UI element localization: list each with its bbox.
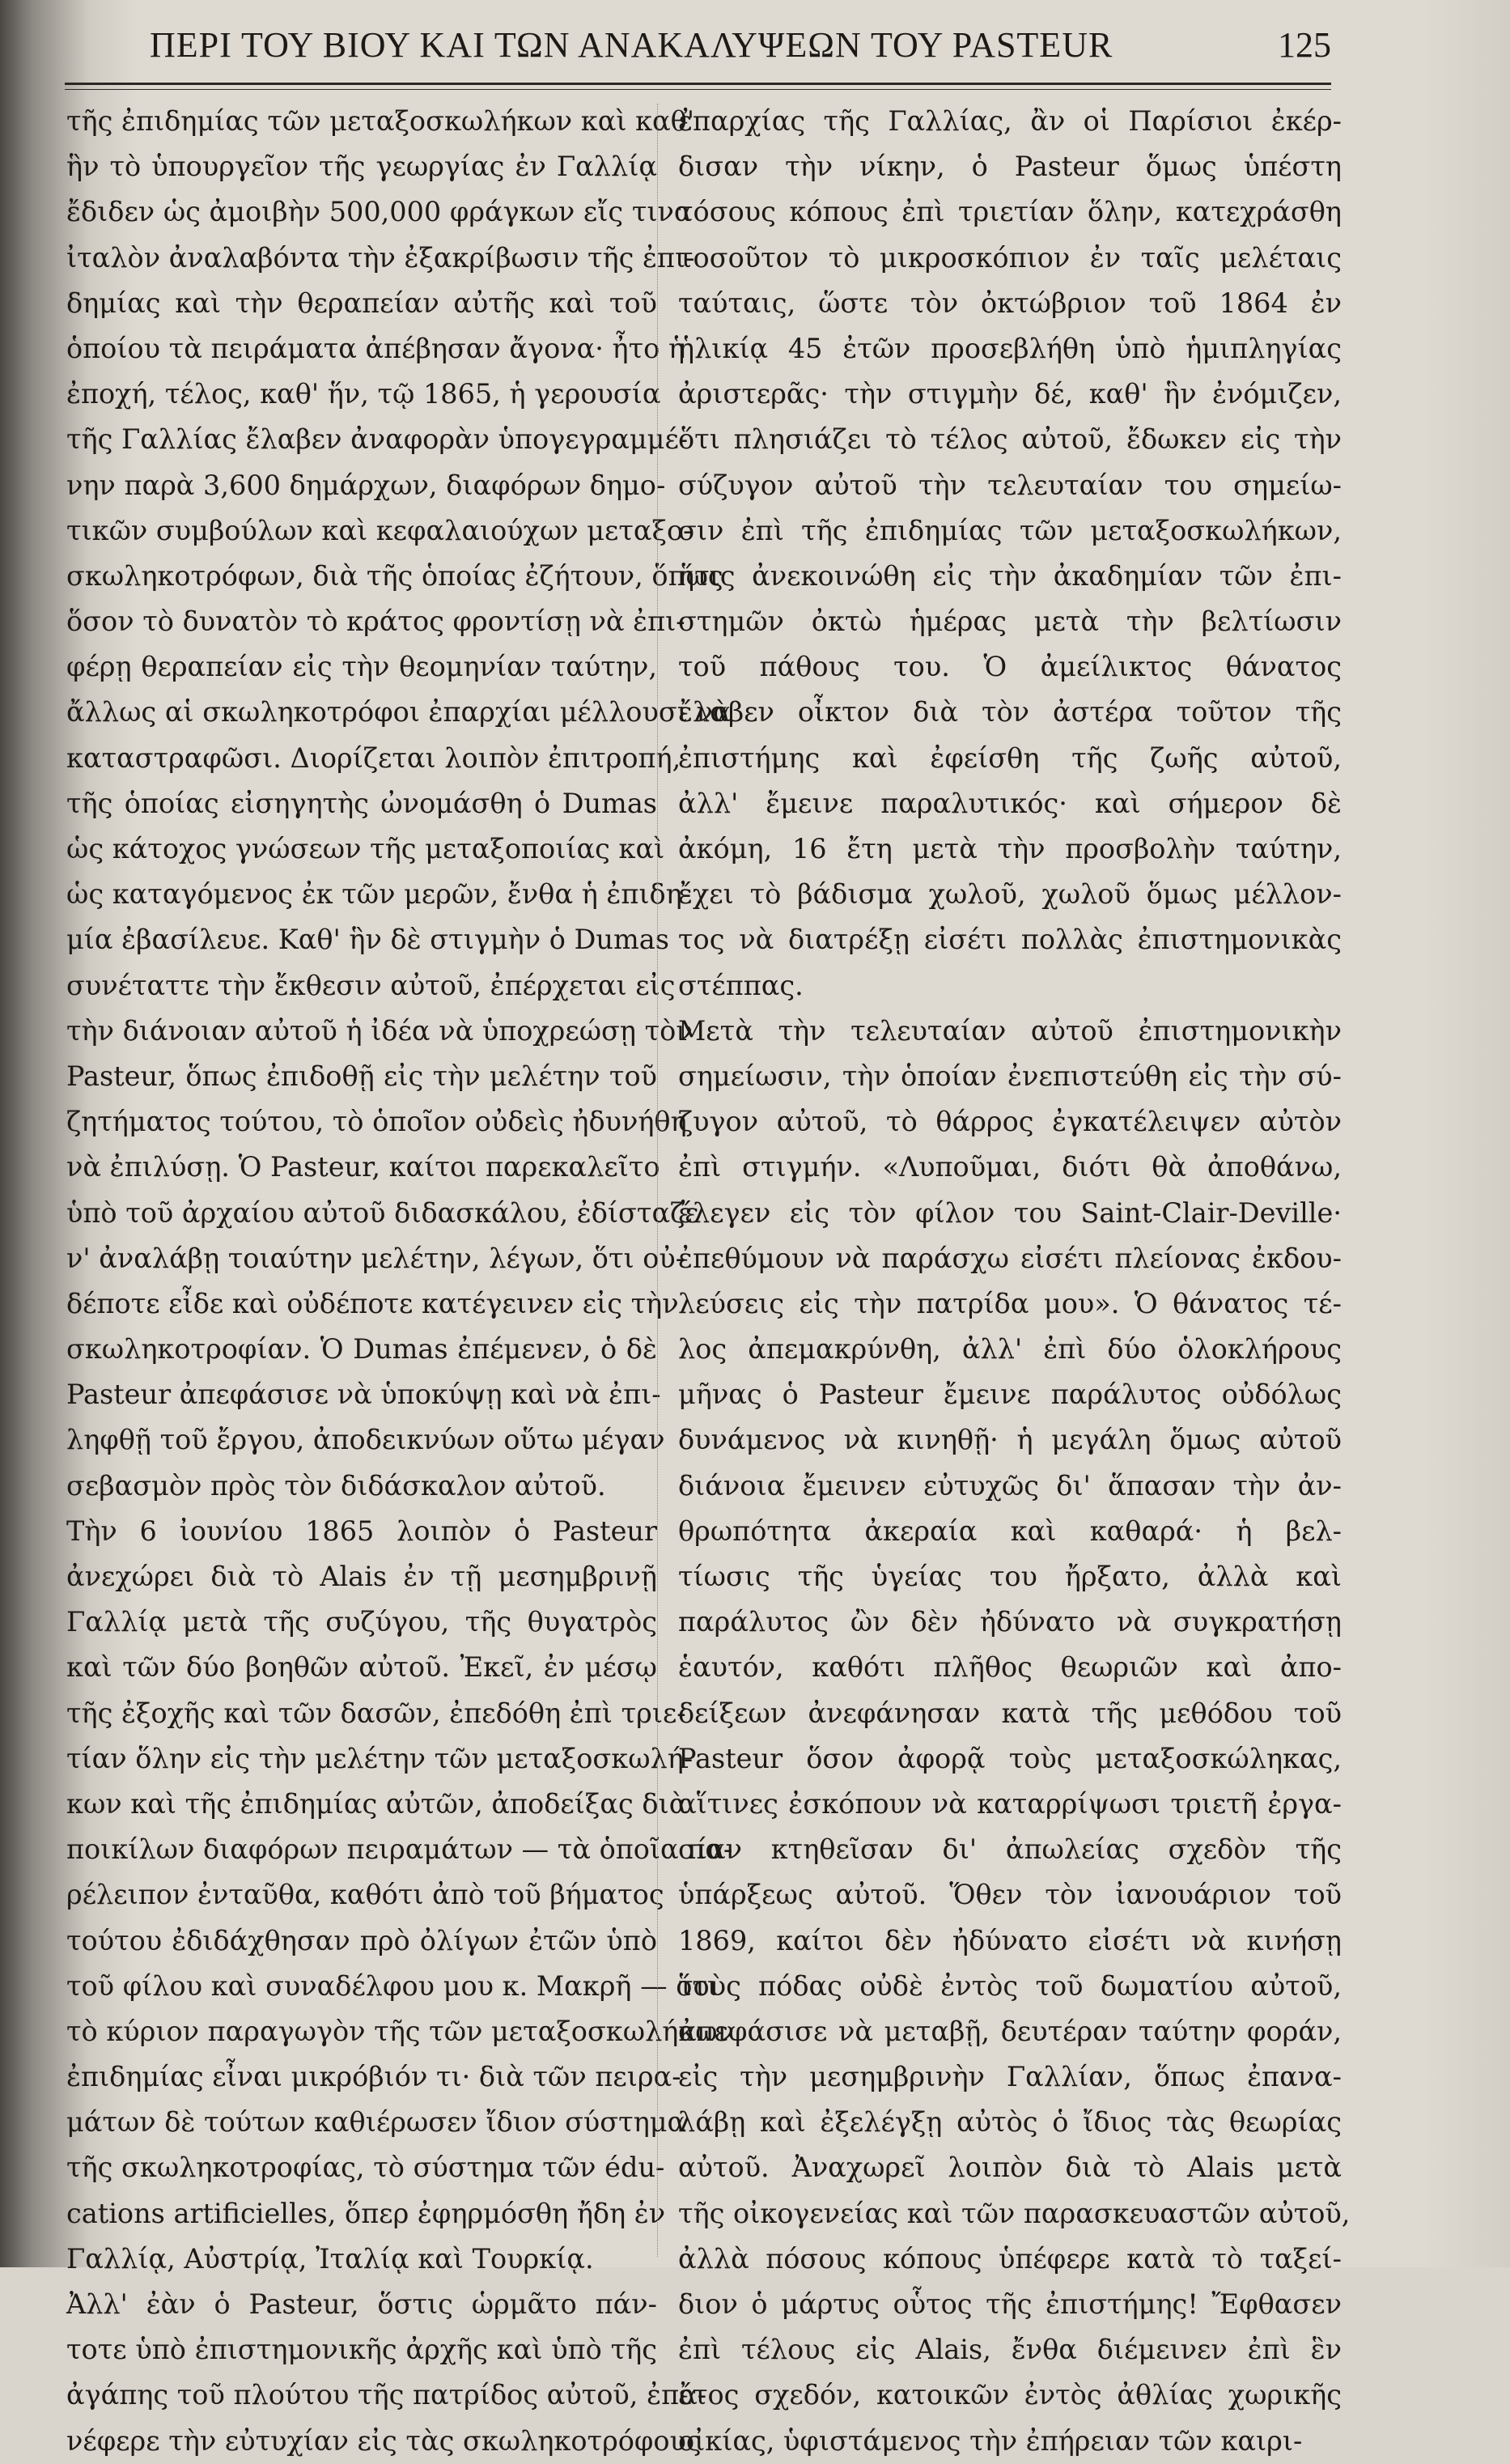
- text-line: σκωληκοτρόφων, διὰ τῆς ὁποίας ἐζήτουν, ὅπως: [66, 559, 723, 592]
- text-line: ὡς κάτοχος γνώσεων τῆς μεταξοποιίας καὶ: [66, 833, 665, 865]
- text-line: ἐποχή, τέλος, καθ' ἥν, τῷ 1865, ἡ γερουσία: [66, 378, 661, 410]
- text-line: τὸ κύριον παραγωγὸν τῆς τῶν μεταξοσκωλήκων: [66, 2015, 734, 2047]
- running-title: ΠΕΡΙ ΤΟΥ ΒΙΟΥ ΚΑΙ ΤΩΝ ΑΝΑΚΑΛΥΨΕΩΝ ΤΟΥ PASTEUR: [150, 25, 1113, 65]
- text-line: κων καὶ τῆς ἐπιδημίας αὐτῶν, ἀποδείξας διὰ: [66, 1787, 688, 1820]
- text-line: τοτε ὑπὸ ἐπιστημονικῆς ἀρχῆς καὶ ὑπὸ τῆς: [66, 2334, 657, 2366]
- text-line: Ἀλλ' ἐὰν ὁ Pasteur, ὅστις ὡρμᾶτο πάν-: [66, 2288, 657, 2320]
- text-line: ἣν τὸ ὑπουργεῖον τῆς γεωργίας ἐν Γαλλίᾳ: [66, 151, 657, 183]
- text-line: ἀλλ' ἔμεινε παραλυτικός· καὶ σήμερον δὲ: [678, 787, 1342, 819]
- text-line: νέφερε τὴν εὐτυχίαν εἰς τὰς σκωληκοτρόφους: [66, 2424, 702, 2457]
- text-line: εἰς τὴν μεσημβρινὴν Γαλλίαν, ὅπως ἐπανα-: [678, 2061, 1342, 2093]
- text-line: διάνοια ἔμεινεν εὐτυχῶς δι' ἅπασαν τὴν ἀν-: [678, 1469, 1342, 1502]
- text-line: μῆνας ὁ Pasteur ἔμεινε παράλυτος οὐδόλως: [678, 1379, 1342, 1411]
- text-line: ἄλλως αἱ σκωληκοτρόφοι ἐπαρχίαι μέλλουσι νὰ: [66, 696, 732, 729]
- text-line: ποικίλων διαφόρων πειραμάτων — τὰ ὁποῖα πα-: [66, 1833, 733, 1866]
- text-line: τῆς Γαλλίας ἔλαβεν ἀναφορὰν ὑπογεγραμμέ-: [66, 423, 689, 456]
- text-line: ν' ἀναλάβῃ τοιαύτην μελέτην, λέγων, ὅτι οὐ-: [66, 1242, 685, 1274]
- text-line: τος νὰ διατρέξῃ εἰσέτι πολλὰς ἐπιστημονικὰς: [678, 924, 1342, 956]
- text-line: στέππας.: [678, 969, 804, 1001]
- text-line: Pasteur ἀπεφάσισε νὰ ὑποκύψῃ καὶ νὰ ἐπι-: [66, 1379, 661, 1411]
- text-line: τοὺς πόδας οὐδὲ ἐντὸς τοῦ δωματίου αὐτοῦ,: [678, 1969, 1342, 2002]
- text-line: ἰταλὸν ἀναλαβόντα τὴν ἐξακρίβωσιν τῆς ἐπι-: [66, 241, 695, 274]
- text-line: τῆς σκωληκοτροφίας, τὸ σύστημα τῶν édu-: [66, 2152, 665, 2184]
- text-line: ἀριστερᾶς· τὴν στιγμὴν δέ, καθ' ἣν ἐνόμιζεν,: [678, 378, 1342, 410]
- text-line: αὐτοῦ. Ἀναχωρεῖ λοιπὸν διὰ τὸ Alais μετὰ: [678, 2152, 1342, 2184]
- text-line: σύζυγον αὐτοῦ τὴν τελευταίαν του σημείω-: [678, 469, 1342, 501]
- text-line: ἀγάπης τοῦ πλούτου τῆς πατρίδος αὐτοῦ, ἐπα-: [66, 2379, 707, 2411]
- text-line: νὰ ἐπιλύσῃ. Ὁ Pasteur, καίτοι παρεκαλεῖτο: [66, 1151, 660, 1183]
- text-line: ἐπὶ τέλους εἰς Alais, ἔνθα διέμεινεν ἐπὶ ἓν: [678, 2334, 1342, 2366]
- text-line: φέρῃ θεραπείαν εἰς τὴν θεομηνίαν ταύτην,: [66, 651, 657, 683]
- text-line: τοῦ φίλου καὶ συναδέλφου μου κ. Μακρῆ — ὅτι: [66, 1969, 719, 2002]
- text-line: ἔχει τὸ βάδισμα χωλοῦ, χωλοῦ ὅμως μέλλον-: [678, 878, 1342, 911]
- text-line: ἀνεχώρει διὰ τὸ Alais ἐν τῇ μεσημβρινῇ: [66, 1561, 657, 1592]
- text-line: ἡλικίᾳ 45 ἐτῶν προσεβλήθη ὑπὸ ἡμιπληγίας: [678, 332, 1342, 364]
- right-column: [678, 99, 1351, 2464]
- page-number: 125: [1278, 25, 1331, 65]
- text-line: 1869, καίτοι δὲν ἠδύνατο εἰσέτι νὰ κινήσῃ: [678, 1924, 1342, 1956]
- text-line: Μετὰ τὴν τελευταίαν αὐτοῦ ἐπιστημονικὴν: [678, 1014, 1342, 1047]
- text-line: ἀπεφάσισε νὰ μεταβῇ, δευτέραν ταύτην φοράν,: [678, 2015, 1342, 2047]
- text-line: Pasteur ὅσον ἀφορᾷ τοὺς μεταξοσκώληκας,: [678, 1742, 1342, 1774]
- text-line: τίαν ὅλην εἰς τὴν μελέτην τῶν μεταξοσκωλή-: [66, 1742, 693, 1774]
- text-line: δυνάμενος νὰ κινηθῇ· ἡ μεγάλη ὅμως αὐτοῦ: [678, 1424, 1342, 1456]
- text-line: τῆς ὁποίας εἰσηγητὴς ὠνομάσθη ὁ Dumas: [66, 787, 657, 819]
- text-line: ρέλειπον ἐνταῦθα, καθότι ἀπὸ τοῦ βήματος: [66, 1879, 664, 1911]
- text-line: θρωπότητα ἀκεραία καὶ καθαρά· ἡ βελ-: [678, 1515, 1342, 1547]
- header-rule: [65, 83, 1331, 85]
- text-line: ληφθῇ τοῦ ἔργου, ἀποδεικνύων οὕτω μέγαν: [66, 1424, 665, 1456]
- text-line: τίωσις τῆς ὑγείας του ἤρξατο, ἀλλὰ καὶ: [678, 1561, 1342, 1592]
- text-line: Γαλλίᾳ, Αὐστρίᾳ, Ἰταλίᾳ καὶ Τουρκίᾳ.: [66, 2242, 594, 2275]
- text-line: ὅσον τὸ δυνατὸν τὸ κράτος φροντίσῃ νὰ ἐπι-: [66, 605, 685, 638]
- text-line: μία ἐβασίλευε. Καθ' ἣν δὲ στιγμὴν ὁ Dumas: [66, 924, 669, 956]
- text-line: τοῦ πάθους του. Ὁ ἀμείλικτος θάνατος: [678, 651, 1342, 683]
- text-line: δημίας καὶ τὴν θεραπείαν αὐτῆς καὶ τοῦ: [66, 287, 657, 319]
- header-rule-thin: [65, 89, 1331, 90]
- text-line: ἀκόμη, 16 ἔτη μετὰ τὴν προσβολὴν ταύτην,: [678, 833, 1342, 865]
- text-line: λος ἀπεμακρύνθη, ἀλλ' ἐπὶ δύο ὁλοκλήρους: [678, 1333, 1342, 1366]
- text-line: τὴν διάνοιαν αὐτοῦ ἡ ἰδέα νὰ ὑποχρεώσῃ τὸν: [66, 1014, 693, 1047]
- text-line: ἐπεθύμουν νὰ παράσχω εἰσέτι πλείονας ἐκδου-: [678, 1242, 1342, 1274]
- text-line: σκωληκοτροφίαν. Ὁ Dumas ἐπέμενεν, ὁ δὲ: [66, 1333, 657, 1366]
- text-line: ἥτις ἀνεκοινώθη εἰς τὴν ἀκαδημίαν τῶν ἐπι-: [678, 559, 1342, 592]
- text-line: ὡς καταγόμενος ἐκ τῶν μερῶν, ἔνθα ἡ ἐπιδη-: [66, 878, 692, 911]
- text-line: τοσοῦτον τὸ μικροσκόπιον ἐν ταῖς μελέταις: [678, 241, 1342, 274]
- text-line: καὶ τῶν δύο βοηθῶν αὐτοῦ. Ἐκεῖ, ἐν μέσῳ: [66, 1651, 657, 1684]
- text-line: στημῶν ὀκτὼ ἡμέρας μετὰ τὴν βελτίωσιν: [678, 605, 1342, 638]
- text-line: τόσους κόπους ἐπὶ τριετίαν ὅλην, κατεχράσθη: [678, 196, 1342, 228]
- text-line: δέποτε εἶδε καὶ οὐδέποτε κατέγεινεν εἰς τὴν: [66, 1287, 679, 1319]
- text-line: Τὴν 6 ἰουνίου 1865 λοιπὸν ὁ Pasteur: [66, 1515, 657, 1547]
- text-line: σεβασμὸν πρὸς τὸν διδάσκαλον αὐτοῦ.: [66, 1469, 606, 1502]
- text-line: ἐπιδημίας εἶναι μικρόβιόν τι· διὰ τῶν πειρα-: [66, 2061, 681, 2093]
- text-line: ἐπιστήμης καὶ ἐφείσθη τῆς ζωῆς αὐτοῦ,: [678, 741, 1342, 774]
- text-line: ἔτος σχεδόν, κατοικῶν ἐντὸς ἀθλίας χωρικῆς: [678, 2379, 1342, 2411]
- text-line: μάτων δὲ τούτων καθιέρωσεν ἴδιον σύστημα: [66, 2106, 686, 2139]
- text-line: ἐπὶ στιγμήν. «Λυποῦμαι, διότι θὰ ἀποθάνω,: [678, 1151, 1342, 1183]
- text-line: cations artificielles, ὅπερ ἐφηρμόσθη ἤδη ἐν: [66, 2197, 666, 2229]
- text-line: ἔδιδεν ὡς ἀμοιβὴν 500,000 φράγκων εἴς τινα: [66, 196, 693, 228]
- text-line: ἀλλὰ πόσους κόπους ὑπέφερε κατὰ τὸ ταξεί-: [678, 2242, 1342, 2275]
- text-line: ἐπαρχίας τῆς Γαλλίας, ἂν οἱ Παρίσιοι ἐκέρ-: [678, 105, 1342, 137]
- text-line: ὁποίου τὰ πειράματα ἀπέβησαν ἄγονα· ἦτο ἡ: [66, 332, 685, 364]
- text-line: ἔλαβεν οἶκτον διὰ τὸν ἀστέρα τοῦτον τῆς: [678, 696, 1342, 729]
- text-line: ὑπάρξεως αὐτοῦ. Ὅθεν τὸν ἰανουάριον τοῦ: [678, 1879, 1342, 1911]
- text-line: τῆς ἐπιδημίας τῶν μεταξοσκωλήκων καὶ καθ': [66, 105, 695, 137]
- text-line: σημείωσιν, τὴν ὁποίαν ἐνεπιστεύθη εἰς τὴν σύ-: [678, 1060, 1342, 1092]
- text-line: αἵτινες ἐσκόπουν νὰ καταρρίψωσι τριετῆ ἐργα-: [678, 1787, 1342, 1820]
- text-line: ἑαυτόν, καθότι πλῆθος θεωριῶν καὶ ἀπο-: [678, 1651, 1342, 1684]
- text-line: δείξεων ἀνεφάνησαν κατὰ τῆς μεθόδου τοῦ: [678, 1697, 1342, 1729]
- text-line: συνέταττε τὴν ἔκθεσιν αὐτοῦ, ἐπέρχεται εἰς: [66, 969, 676, 1001]
- text-line: ζυγον αὐτοῦ, τὸ θάρρος ἐγκατέλειψεν αὐτὸν: [678, 1106, 1342, 1138]
- text-line: ὅτι πλησιάζει τὸ τέλος αὐτοῦ, ἔδωκεν εἰς τὴν: [678, 423, 1342, 456]
- text-line: τῆς ἐξοχῆς καὶ τῶν δασῶν, ἐπεδόθη ἐπὶ τριε-: [66, 1697, 686, 1729]
- text-line: σίαν κτηθεῖσαν δι' ἀπωλείας σχεδὸν τῆς: [678, 1833, 1342, 1866]
- column-divider: [657, 104, 658, 2257]
- text-line: ζητήματος τούτου, τὸ ὁποῖον οὐδεὶς ἠδυνήθη: [66, 1106, 687, 1138]
- text-line: διον ὁ μάρτυς οὗτος τῆς ἐπιστήμης! Ἔφθασεν: [678, 2288, 1342, 2320]
- text-line: οἰκίας, ὑφιστάμενος τὴν ἐπήρειαν τῶν καιρι-: [678, 2424, 1303, 2457]
- text-line: νην παρὰ 3,600 δημάρχων, διαφόρων δημο-: [66, 469, 666, 501]
- left-column: [66, 99, 734, 2464]
- text-line: καταστραφῶσι. Διορίζεται λοιπὸν ἐπιτροπή,: [66, 741, 681, 774]
- text-line: ἔλεγεν εἰς τὸν φίλον του Saint-Clair-Deville·: [678, 1196, 1342, 1229]
- text-line: λεύσεις εἰς τὴν πατρίδα μου». Ὁ θάνατος τέ-: [678, 1287, 1342, 1319]
- text-line: σιν ἐπὶ τῆς ἐπιδημίας τῶν μεταξοσκωλήκων,: [678, 514, 1342, 546]
- text-line: Pasteur, ὅπως ἐπιδοθῇ εἰς τὴν μελέτην τοῦ: [66, 1060, 657, 1092]
- page-header: [150, 24, 1331, 73]
- text-line: παράλυτος ὢν δὲν ἠδύνατο νὰ συγκρατήσῃ: [678, 1606, 1342, 1638]
- text-line: τικῶν συμβούλων καὶ κεφαλαιούχων μεταξο-: [66, 514, 693, 546]
- text-line: τούτου ἐδιδάχθησαν πρὸ ὀλίγων ἐτῶν ὑπὸ: [66, 1924, 657, 1956]
- text-line: τῆς οἰκογενείας καὶ τῶν παρασκευαστῶν αὐτοῦ,: [678, 2197, 1351, 2229]
- text-line: ταύταις, ὥστε τὸν ὀκτώβριον τοῦ 1864 ἐν: [678, 287, 1342, 319]
- text-line: Γαλλίᾳ μετὰ τῆς συζύγου, τῆς θυγατρὸς: [66, 1606, 657, 1638]
- text-line: ὑπὸ τοῦ ἀρχαίου αὐτοῦ διδασκάλου, ἐδίσταζε: [66, 1196, 699, 1229]
- text-line: λάβῃ καὶ ἐξελέγξῃ αὐτὸς ὁ ἴδιος τὰς θεωρίας: [678, 2106, 1342, 2139]
- text-line: δισαν τὴν νίκην, ὁ Pasteur ὅμως ὑπέστη: [678, 151, 1342, 183]
